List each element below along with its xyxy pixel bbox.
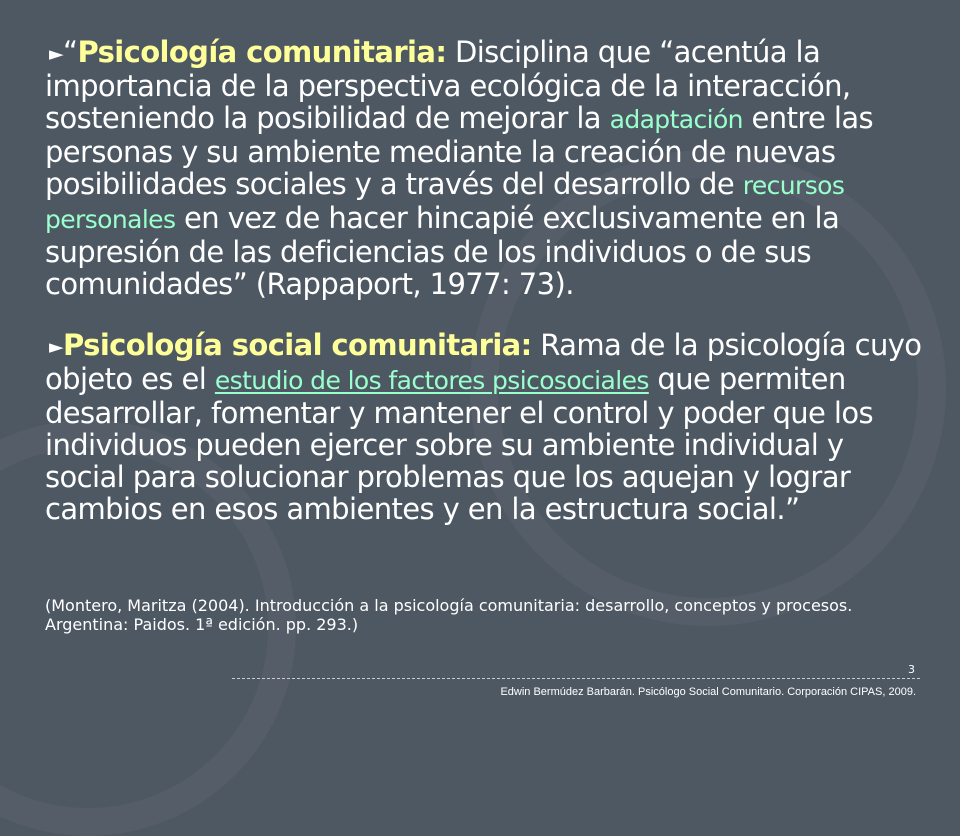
- definition-text: que permiten desarrollar, fomentar y mantener el control y poder que los individuos pueden ejercer sobre su ambiente individual y social para solucionar problemas que los aquejan y lograr cambios en esos ambientes y en la estructura social.”: [45, 362, 874, 526]
- definition-paragraph-2: [45, 329, 925, 525]
- bullet-arrow-icon: ►: [49, 43, 64, 65]
- footer-credit: Edwin Bermúdez Barbarán. Psicólogo Social Comunitario. Corporación CIPAS, 2009.: [500, 686, 916, 698]
- page-number: 3: [908, 663, 915, 676]
- open-quote: “: [63, 35, 78, 69]
- bullet-arrow-icon: ►: [49, 336, 64, 358]
- term-psicologia-social-comunitaria: Psicología social comunitaria:: [63, 328, 532, 362]
- definition-text: Disciplina que “acentúa la importancia de la perspectiva ecológica de la interacción, sosteniendo la posibilidad de mejorar la: [45, 35, 851, 135]
- definition-text: en vez de hacer hincapié exclusivamente en la supresión de las deficiencias de los individuos o de sus comunidades” (Rappaport, 1977: 73).: [45, 201, 840, 301]
- definition-paragraph-1: [45, 36, 925, 300]
- definition-text: entre las personas y su ambiente mediante la creación de nuevas posibilidades sociales y a través del desarrollo de: [45, 101, 874, 201]
- highlight-adaptacion: adaptación: [609, 105, 743, 134]
- definition-text: Rama de la psicología cuyo objeto es el: [45, 328, 922, 396]
- highlight-recursos-personales: recursos personales: [45, 171, 845, 234]
- citation: (Montero, Maritza (2004). Introducción a la psicología comunitaria: desarrollo, conceptos y procesos. Argentina: Paidos. 1ª edición. pp. 293.): [45, 596, 853, 634]
- highlight-factores-psicosociales: estudio de los factores psicosociales: [214, 366, 649, 395]
- footer-divider: [232, 678, 920, 679]
- term-psicologia-comunitaria: Psicología comunitaria:: [77, 35, 447, 69]
